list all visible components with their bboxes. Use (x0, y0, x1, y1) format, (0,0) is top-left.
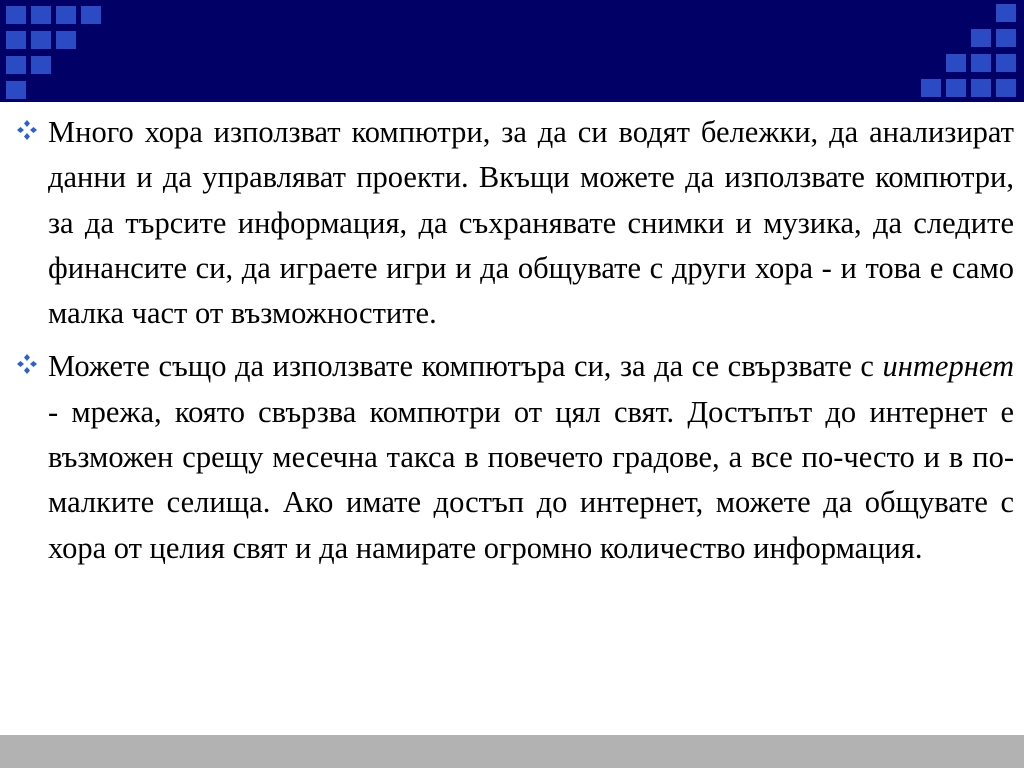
bullet-text: Много хора използват компютри, за да си водят бележки, да анализират данни и да управляват проекти. Вкъщи можете да използвате компютри, за да търсите информация, да съхранявате снимки и музика, да следите финансите си, да играете игри и да общувате с други хора - и това е само малка част от възможностите. (48, 115, 1014, 331)
slide-content (14, 110, 1014, 579)
bullet-text-before: Можете също да използвате компютъра си, за да се свързвате с (48, 349, 883, 384)
four-diamond-bullet-icon (16, 353, 38, 375)
internet-emphasis: интернет (882, 349, 1014, 384)
bullet-text-after: - мрежа, която свързва компютри от цял свят. Достъпът до интернет е възможен срещу месечна такса в повечето градове, а все по-често и в по-малките селища. Ако имате достъп до интернет, можете да общувате с хора от целия свят и да намирате огромно количество информация. (48, 394, 1014, 565)
bullet-item (14, 110, 1014, 336)
header-banner (0, 0, 1024, 102)
bullet-text (48, 344, 1014, 570)
footer-bar (0, 735, 1024, 768)
four-diamond-bullet-icon (16, 119, 38, 141)
bullet-item (14, 344, 1014, 570)
